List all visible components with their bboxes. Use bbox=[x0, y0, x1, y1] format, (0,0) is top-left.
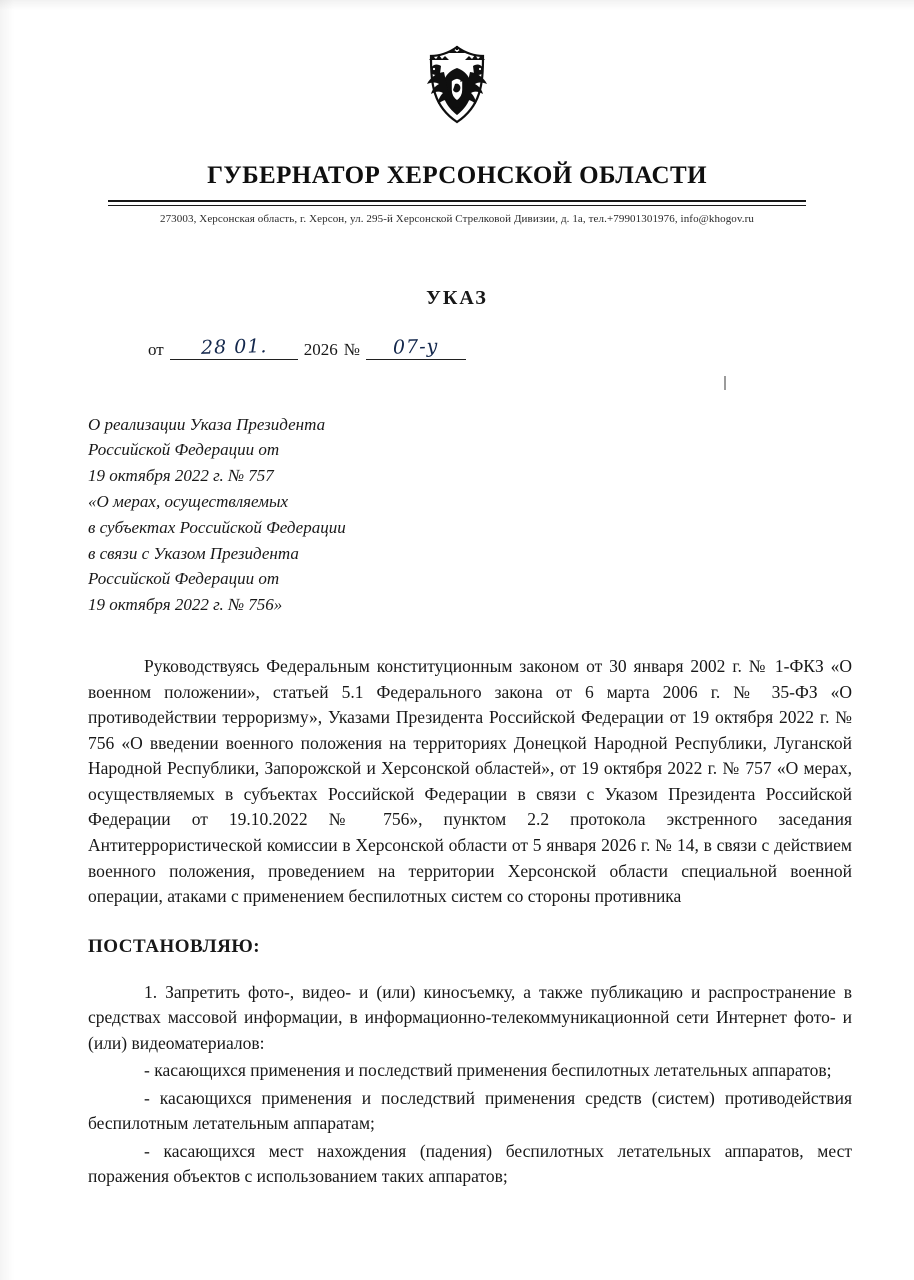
scan-edge-shadow-left bbox=[0, 0, 14, 1280]
emblem-container bbox=[0, 0, 914, 148]
subject-line: «О мерах, осуществляемых bbox=[88, 491, 289, 511]
page-title: ГУБЕРНАТОР ХЕРСОНСКОЙ ОБЛАСТИ bbox=[207, 162, 707, 189]
subject-line: Российской Федерации от bbox=[88, 440, 280, 460]
number-field bbox=[366, 336, 466, 360]
number-label: № bbox=[343, 339, 360, 359]
subject-line: О реализации Указа Президента bbox=[88, 414, 326, 434]
date-field bbox=[170, 336, 298, 360]
body-paragraph: - касающихся применения и последствий применения средств (систем) противодействия беспилотным летательным аппаратам; bbox=[88, 1087, 852, 1134]
handwritten-number: 07-у bbox=[392, 334, 440, 359]
handwritten-date: 28 01. bbox=[200, 334, 268, 359]
header-divider bbox=[108, 200, 806, 206]
from-label: от bbox=[148, 339, 164, 359]
subject-line: в связи с Указом Президента bbox=[88, 543, 299, 563]
preamble-paragraph: Руководствуясь Федеральным конституционным законом от 30 января 2002 г. № 1-ФКЗ «О военном положении», статьей 5.1 Федерального закона от 6 марта 2006 г. № 35-ФЗ «О противодействии терроризму», Указами Президента Российской Федерации от 19 октября 2022 г. № 756 «О введении военного положения на территориях Донецкой Народной Республики, Луганской Народной Республики, Запорожской и Херсонской областей», от 19 октября 2022 г. № 757 «О мерах, осуществляемых в субъектах Российской Федерации в связи с Указом Президента Российской Федерации от 19.10.2022 № 756», пунктом 2.2 протокола экстренного заседания Антитеррористической комиссии в Херсонской области от 5 января 2026 г. № 14, в связи с действием военного положения, проведением на территории Херсонской области специальной военной операции, атаками с применением беспилотных систем со стороны противника bbox=[88, 656, 852, 907]
scan-stray-mark bbox=[724, 376, 726, 390]
subject-line: 19 октября 2022 г. № 757 bbox=[88, 466, 274, 486]
subject-line: 19 октября 2022 г. № 756» bbox=[88, 595, 283, 615]
body-paragraphs bbox=[88, 980, 852, 1190]
subject-line: Российской Федерации от bbox=[88, 569, 280, 589]
document-subject bbox=[88, 412, 436, 619]
date-and-number-line bbox=[0, 336, 914, 360]
subject-line: в субъектах Российской Федерации bbox=[88, 517, 346, 537]
body-paragraph: - касающихся мест нахождения (падения) беспилотных летательных аппаратов, мест поражения объектов с использованием таких аппаратов; bbox=[88, 1140, 852, 1187]
org-contacts: 273003, Херсонская область, г. Херсон, ул. 295-й Херсонской Стрелковой Дивизии, д. 1а, тел.+79901301976, info@khogov.ru bbox=[159, 212, 754, 225]
body-paragraph: - касающихся применения и последствий применения беспилотных летательных аппаратов; bbox=[144, 1060, 832, 1081]
year-value: 2026 bbox=[303, 339, 338, 359]
russian-coat-of-arms-double-headed-eagle-icon bbox=[411, 44, 503, 148]
resolve-heading: ПОСТАНОВЛЯЮ: bbox=[88, 935, 261, 957]
body-paragraph: 1. Запретить фото-, видео- и (или) киносъемку, а также публикацию и распространение в средствах массовой информации, в информационно-телекоммуникационной сети Интернет фото- и (или) видеоматериалов: bbox=[88, 981, 852, 1053]
document-type-heading: УКАЗ bbox=[426, 286, 488, 309]
